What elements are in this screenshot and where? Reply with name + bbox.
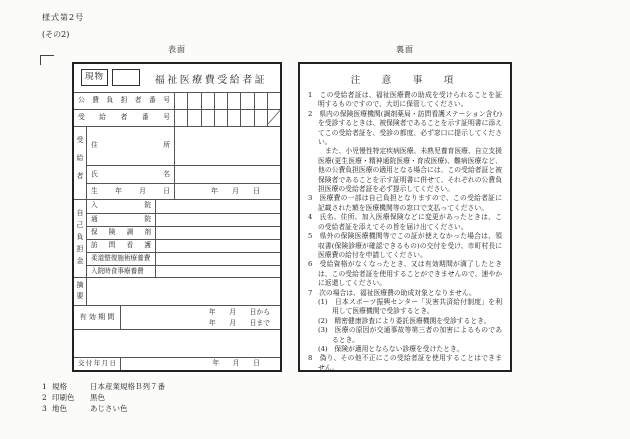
note-item-4: 4 氏名、住所、加入医療保険などに変更があったときは、この受給者証を添えてその旨を届け出てください。 <box>308 213 502 231</box>
copay-group-label-cell <box>74 200 87 277</box>
payer-number-label: 公費負担者番号 <box>74 93 175 109</box>
note-item-2: 2 県内の保険医療機関(調剤薬局・訪問看護ステーション含む)を受診するときは、被保険者であることを示す証明書に添えてこの受給者証を、受診の都度、必ず窓口に提示してください。 <box>308 109 502 147</box>
name-value <box>175 166 280 183</box>
copay-label: 入院 <box>87 200 156 213</box>
copay-group <box>74 199 280 277</box>
note-item-7-1: (1) 日本スポーツ振興センター「災害共済給付制度」を利用して医療機関で受診するとき。 <box>318 297 502 316</box>
spec-note-value: 黒色 <box>90 393 105 402</box>
spec-note-number: 2 <box>42 393 47 402</box>
copay-row-home-nursing <box>87 239 280 252</box>
spec-note-print-color <box>42 392 165 403</box>
certificate-front <box>72 62 282 372</box>
copay-label: 入院時食事療養費 <box>87 266 156 278</box>
spec-note-label: 印刷色 <box>52 393 75 402</box>
note-item-5: 5 県外の保険医療機関等でこの証が使えなかった場合は、領収書(保険診療が確認できるもの)の交付を受け、市町村長に医療費の給付を申請してください。 <box>308 232 502 259</box>
birthdate-row <box>87 183 280 200</box>
blank-area <box>74 329 280 357</box>
recipient-number-label: 受給者番号 <box>74 110 175 126</box>
spec-note-value: 日本産業規格Ｂ列７番 <box>90 382 165 391</box>
remarks-row <box>74 277 280 305</box>
payer-number-row <box>74 92 280 109</box>
validity-label: 有 効 期 間 <box>74 306 121 329</box>
issue-date-value: 年 月 日 <box>212 359 260 367</box>
address-value <box>175 127 280 165</box>
form-part-number: (その2) <box>42 30 70 39</box>
recipient-group <box>74 126 280 199</box>
copay-row-dispensing <box>87 226 280 239</box>
copay-row-judo-therapy <box>87 252 280 265</box>
copay-group-label: 自己負担金 <box>76 208 84 269</box>
note-item-1: 1 この受給者証は、福祉医療費の助成を受けられることを証明するものですので、大切に保管してください。 <box>308 91 502 109</box>
validity-to: 年 月 日まで <box>208 318 270 327</box>
issue-date-label: 交付年月日 <box>74 358 121 370</box>
number-cell <box>240 93 253 109</box>
recipient-number-row <box>74 109 280 126</box>
number-cell <box>214 110 227 126</box>
payer-number-cells <box>175 93 280 109</box>
number-cell <box>227 110 240 126</box>
spec-note-background-color <box>42 403 165 414</box>
number-cell <box>227 93 240 109</box>
number-cell <box>214 93 227 109</box>
blank-stamp-box <box>112 69 140 86</box>
birthdate-value: 年 月 日 <box>211 187 260 195</box>
name-label: 氏名 <box>87 166 175 183</box>
number-cell <box>240 110 253 126</box>
validity-values <box>121 306 280 329</box>
notes-title: 注 意 事 項 <box>350 75 460 86</box>
number-cell <box>187 110 200 126</box>
certificate-title: 福祉医療費受給者証 <box>154 75 268 86</box>
front-side-label: 表面 <box>168 45 186 54</box>
diagonal-slash <box>268 110 280 124</box>
benefit-type-box: 現物 <box>81 69 108 86</box>
spec-note-label: 地色 <box>52 404 67 413</box>
copay-row-inpatient <box>87 200 280 213</box>
address-row <box>87 127 280 165</box>
form-number: 様式第2号 <box>42 13 85 22</box>
number-cell <box>201 110 214 126</box>
validity-from: 年 月 日から <box>208 308 270 316</box>
recipient-group-label: 受給者 <box>76 136 84 190</box>
note-item-7: 7 次の場合は、福祉医療費の助成対象となりません。 <box>308 288 476 297</box>
number-cell <box>267 93 280 109</box>
number-cell <box>201 93 214 109</box>
note-item-6: 6 受給資格がなくなったとき、又は有効期間が満了したときは、この受給者証を使用することができませんので、速やかに返還してください。 <box>308 260 502 288</box>
recipient-number-cells <box>175 110 280 126</box>
number-cell <box>175 110 187 126</box>
issue-date-row <box>74 357 280 370</box>
copay-label: 保険調剤 <box>87 227 156 239</box>
note-item-7-3: (3) 医療の原因が交通事故等第三者の加害によるものであるとき。 <box>318 326 502 344</box>
note-item-7-4: (4) 保険が適用とならない診療を受けたとき。 <box>318 344 464 353</box>
number-cell <box>267 110 280 126</box>
back-side-label: 裏面 <box>396 45 414 54</box>
spec-note-number: 1 <box>42 382 47 391</box>
number-cell <box>254 110 267 126</box>
copay-label: 柔道整復施術療養費 <box>87 253 156 265</box>
remarks-label: 摘要 <box>76 280 84 303</box>
recipient-group-label-cell <box>74 127 87 199</box>
birthdate-label: 生年月日 <box>87 184 175 200</box>
copay-label: 訪問看護 <box>87 240 156 252</box>
corner-crop-mark <box>40 55 54 65</box>
note-item-2-continued: また、小児慢性特定疾病医療、未熟児養育医療、自立支援医療(更生医療・精神通院医療・育成医療)、難病医療など、他の公費負担医療の適用となる場合には、この受給者証と被保険者であることを示す証明書に併せて、それぞれの公費負担医療の受給者証を必ず提示してください。 <box>318 147 502 194</box>
number-cell <box>175 93 187 109</box>
spec-note-label: 規格 <box>52 382 67 391</box>
specification-notes <box>42 381 165 414</box>
note-item-8: 8 偽り、その他不正にこの受給者証を使用することはできません。 <box>308 354 502 372</box>
address-label: 住所 <box>87 127 175 165</box>
spec-note-value: あじさい色 <box>90 404 128 413</box>
validity-row <box>74 305 280 329</box>
number-cell <box>187 93 200 109</box>
copay-row-outpatient <box>87 213 280 226</box>
spec-note-standard <box>42 381 165 392</box>
number-cell <box>254 93 267 109</box>
name-row <box>87 165 280 183</box>
certificate-back <box>298 62 512 372</box>
note-item-7-2: (2) 精密健康診査により委託医療機関を受診するとき。 <box>318 316 491 325</box>
copay-label: 通院 <box>87 214 156 226</box>
remarks-label-cell <box>74 278 87 305</box>
note-item-3: 3 医療費の一部は自己負担となりますので、この受給者証に記載された額を医療機関等の窓口で支払ってください。 <box>308 194 502 212</box>
spec-note-number: 3 <box>42 404 47 413</box>
